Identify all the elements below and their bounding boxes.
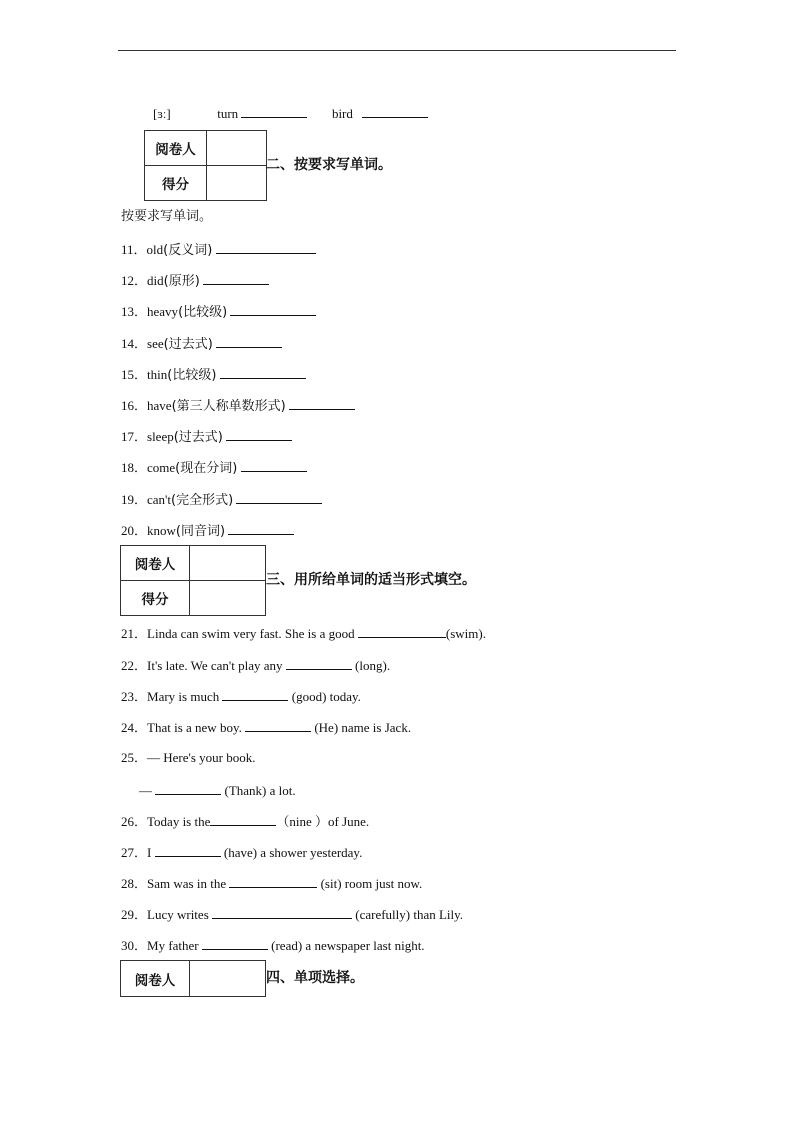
answer-blank[interactable] xyxy=(362,105,428,118)
reviewer-cell[interactable] xyxy=(190,546,266,581)
reviewer-cell[interactable] xyxy=(190,961,266,997)
question-21: 21．Linda can swim very fast. She is a good (swim). xyxy=(121,626,486,641)
question-19: 19．can't(完全形式) xyxy=(121,491,322,509)
question-27: 27．I (have) a shower yesterday. xyxy=(121,845,363,860)
phonetic-word-1: turn xyxy=(217,106,239,121)
reviewer-cell[interactable] xyxy=(207,131,267,166)
question-18: 18．come(现在分词) xyxy=(121,459,307,477)
answer-blank[interactable] xyxy=(229,875,317,888)
answer-blank[interactable] xyxy=(202,937,268,950)
answer-blank[interactable] xyxy=(358,625,446,638)
section3-title: 三、用所给单词的适当形式填空。 xyxy=(266,572,476,588)
question-15: 15．thin(比较级) xyxy=(121,366,306,384)
score-box-section3 xyxy=(120,545,266,616)
question-29: 29．Lucy writes (carefully) than Lily. xyxy=(121,907,464,922)
reviewer-label: 阅卷人 xyxy=(121,961,190,997)
phonetic-row xyxy=(153,105,428,122)
score-label: 得分 xyxy=(121,581,190,616)
answer-blank[interactable] xyxy=(210,813,276,826)
answer-blank[interactable] xyxy=(203,272,269,285)
question-28: 28．Sam was in the (sit) room just now. xyxy=(121,876,423,891)
answer-blank[interactable] xyxy=(226,428,292,441)
question-11: 11．old(反义词) xyxy=(121,241,316,259)
answer-blank[interactable] xyxy=(236,491,322,504)
question-25: 25．— Here's your book. xyxy=(121,750,256,765)
question-20: 20．know(同音词) xyxy=(121,522,294,540)
answer-blank[interactable] xyxy=(155,844,221,857)
section2-title: 二、按要求写单词。 xyxy=(266,157,392,173)
answer-blank[interactable] xyxy=(216,335,282,348)
question-16: 16．have(第三人称单数形式) xyxy=(121,397,355,415)
question-12: 12．did(原形) xyxy=(121,272,269,290)
question-13: 13．heavy(比较级) xyxy=(121,303,316,321)
answer-blank[interactable] xyxy=(245,719,311,732)
section4-title: 四、单项选择。 xyxy=(266,970,364,986)
question-30: 30．My father (read) a newspaper last night. xyxy=(121,938,425,953)
question-25-reply: — (Thank) a lot. xyxy=(139,783,296,798)
answer-blank[interactable] xyxy=(216,241,316,254)
answer-blank[interactable] xyxy=(289,397,355,410)
score-box-section4 xyxy=(120,960,266,997)
answer-blank[interactable] xyxy=(286,657,352,670)
phonetic-word-2: bird xyxy=(331,106,353,121)
answer-blank[interactable] xyxy=(155,782,221,795)
answer-blank[interactable] xyxy=(222,688,288,701)
question-17: 17．sleep(过去式) xyxy=(121,428,292,446)
score-cell[interactable] xyxy=(190,581,266,616)
answer-blank[interactable] xyxy=(228,522,294,535)
answer-blank[interactable] xyxy=(212,906,352,919)
question-26: 26．Today is the （nine ）of June. xyxy=(121,814,370,829)
reviewer-label: 阅卷人 xyxy=(145,131,207,166)
section2-instruction: 按要求写单词。 xyxy=(121,209,213,224)
score-cell[interactable] xyxy=(207,166,267,201)
question-24: 24．That is a new boy. (He) name is Jack. xyxy=(121,720,412,735)
question-22: 22．It's late. We can't play any (long). xyxy=(121,658,391,673)
header-rule xyxy=(118,50,676,51)
score-box-section2 xyxy=(144,130,267,201)
answer-blank[interactable] xyxy=(230,303,316,316)
score-label: 得分 xyxy=(145,166,207,201)
question-14: 14．see(过去式) xyxy=(121,335,282,353)
question-23: 23．Mary is much (good) today. xyxy=(121,689,361,704)
answer-blank[interactable] xyxy=(220,366,306,379)
answer-blank[interactable] xyxy=(241,105,307,118)
reviewer-label: 阅卷人 xyxy=(121,546,190,581)
answer-blank[interactable] xyxy=(241,459,307,472)
phonetic-symbol: [ɜː] xyxy=(153,106,171,121)
